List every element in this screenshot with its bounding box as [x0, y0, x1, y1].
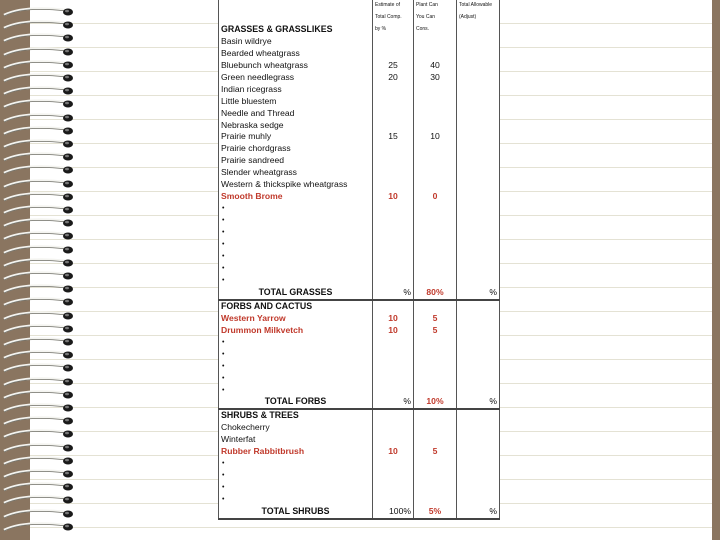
- estimate-cell[interactable]: by %: [373, 24, 414, 36]
- species-cell: Nebraska sedge: [219, 120, 373, 132]
- species-cell: •: [219, 275, 373, 287]
- species-cell: Western Yarrow: [219, 313, 373, 325]
- spiral-ring: [0, 244, 76, 256]
- consume-cell[interactable]: 5%: [414, 506, 457, 519]
- species-cell: •: [219, 349, 373, 361]
- section-title-row: [219, 409, 500, 422]
- adjust-cell[interactable]: [457, 470, 500, 482]
- adjust-cell[interactable]: [457, 251, 500, 263]
- spiral-ring: [0, 204, 76, 216]
- spiral-ring: [0, 481, 76, 493]
- spiral-ring: [0, 508, 76, 520]
- adjust-cell[interactable]: [457, 446, 500, 458]
- estimate-cell[interactable]: [373, 48, 414, 60]
- estimate-cell[interactable]: 10: [373, 191, 414, 203]
- spiral-ring: [0, 164, 76, 176]
- adjust-cell[interactable]: [457, 458, 500, 470]
- consume-cell[interactable]: [414, 361, 457, 373]
- consume-cell[interactable]: 5: [414, 446, 457, 458]
- estimate-cell[interactable]: [373, 300, 414, 313]
- adjust-cell[interactable]: [457, 239, 500, 251]
- estimate-cell[interactable]: [373, 409, 414, 422]
- estimate-cell[interactable]: [373, 120, 414, 132]
- blank-entry-row: [219, 239, 500, 251]
- adjust-cell[interactable]: (Adjust): [457, 12, 500, 24]
- consume-cell[interactable]: [414, 434, 457, 446]
- adjust-cell[interactable]: [457, 385, 500, 397]
- blank-entry-row: [219, 349, 500, 361]
- blank-entry-row: [219, 458, 500, 470]
- header-row: [219, 12, 500, 24]
- spiral-ring: [0, 191, 76, 203]
- species-row: [219, 434, 500, 446]
- adjust-cell[interactable]: [457, 24, 500, 36]
- species-cell: Winterfat: [219, 434, 373, 446]
- blank-entry-row: [219, 373, 500, 385]
- spiral-ring: [0, 468, 76, 480]
- species-row: [219, 108, 500, 120]
- spiral-ring: [0, 98, 76, 110]
- adjust-cell[interactable]: [457, 108, 500, 120]
- total-row: [219, 396, 500, 409]
- adjust-cell[interactable]: [457, 72, 500, 84]
- consume-cell[interactable]: [414, 275, 457, 287]
- consume-cell[interactable]: 10: [414, 131, 457, 143]
- spiral-ring: [0, 442, 76, 454]
- estimate-cell[interactable]: %: [373, 287, 414, 300]
- consume-cell[interactable]: [414, 385, 457, 397]
- species-row: [219, 96, 500, 108]
- species-row: [219, 120, 500, 132]
- consume-cell[interactable]: 0: [414, 191, 457, 203]
- adjust-cell[interactable]: [457, 215, 500, 227]
- species-cell: •: [219, 373, 373, 385]
- adjust-cell[interactable]: [457, 227, 500, 239]
- estimate-cell[interactable]: [373, 36, 414, 48]
- estimate-cell[interactable]: [373, 422, 414, 434]
- spiral-ring: [0, 46, 76, 58]
- consume-cell[interactable]: [414, 337, 457, 349]
- spiral-ring: [0, 494, 76, 506]
- spiral-ring: [0, 178, 76, 190]
- adjust-cell[interactable]: [457, 167, 500, 179]
- adjust-cell[interactable]: [457, 434, 500, 446]
- estimate-cell[interactable]: 15: [373, 131, 414, 143]
- blank-entry-row: [219, 263, 500, 275]
- consume-cell[interactable]: [414, 458, 457, 470]
- species-row: [219, 36, 500, 48]
- blank-entry-row: [219, 215, 500, 227]
- species-row: [219, 422, 500, 434]
- consume-cell[interactable]: [414, 470, 457, 482]
- consume-cell[interactable]: [414, 120, 457, 132]
- spiral-ring: [0, 455, 76, 467]
- consume-cell[interactable]: [414, 251, 457, 263]
- species-cell: •: [219, 385, 373, 397]
- adjust-cell[interactable]: %: [457, 506, 500, 519]
- adjust-cell[interactable]: [457, 494, 500, 506]
- estimate-cell[interactable]: [373, 263, 414, 275]
- spiral-ring: [0, 310, 76, 322]
- species-row: [219, 143, 500, 155]
- blank-entry-row: [219, 337, 500, 349]
- species-cell: •: [219, 203, 373, 215]
- consume-cell[interactable]: 5: [414, 325, 457, 337]
- estimate-cell[interactable]: 25: [373, 60, 414, 72]
- spiral-ring: [0, 230, 76, 242]
- estimate-cell[interactable]: [373, 143, 414, 155]
- adjust-cell[interactable]: [457, 482, 500, 494]
- species-cell: [219, 12, 373, 24]
- consume-cell[interactable]: [414, 215, 457, 227]
- species-cell: Smooth Brome: [219, 191, 373, 203]
- consume-cell[interactable]: [414, 494, 457, 506]
- consume-cell[interactable]: [414, 203, 457, 215]
- adjust-cell[interactable]: %: [457, 396, 500, 409]
- spiral-ring: [0, 72, 76, 84]
- estimate-cell[interactable]: [373, 385, 414, 397]
- consume-cell[interactable]: [414, 84, 457, 96]
- species-row: [219, 48, 500, 60]
- species-cell: TOTAL GRASSES: [219, 287, 373, 300]
- spiral-ring: [0, 217, 76, 229]
- species-row: [219, 446, 500, 458]
- adjust-cell[interactable]: [457, 203, 500, 215]
- blank-entry-row: [219, 227, 500, 239]
- consume-cell[interactable]: You Can: [414, 12, 457, 24]
- adjust-cell[interactable]: [457, 361, 500, 373]
- consume-cell[interactable]: [414, 36, 457, 48]
- spiral-ring: [0, 402, 76, 414]
- estimate-cell[interactable]: [373, 434, 414, 446]
- consume-cell[interactable]: [414, 143, 457, 155]
- species-cell: Chokecherry: [219, 422, 373, 434]
- blank-entry-row: [219, 494, 500, 506]
- estimate-cell[interactable]: 10: [373, 446, 414, 458]
- consume-cell[interactable]: [414, 167, 457, 179]
- species-cell: [219, 0, 373, 12]
- estimate-cell[interactable]: [373, 373, 414, 385]
- spiral-ring: [0, 6, 76, 18]
- spiral-ring: [0, 85, 76, 97]
- species-cell: •: [219, 263, 373, 275]
- species-cell: •: [219, 361, 373, 373]
- adjust-cell[interactable]: [457, 349, 500, 361]
- consume-cell[interactable]: [414, 155, 457, 167]
- estimate-cell[interactable]: [373, 251, 414, 263]
- spiral-ring: [0, 270, 76, 282]
- species-cell: TOTAL FORBS: [219, 396, 373, 409]
- header-row: [219, 24, 500, 36]
- adjust-cell[interactable]: [457, 313, 500, 325]
- estimate-cell[interactable]: [373, 155, 414, 167]
- species-row: [219, 72, 500, 84]
- spiral-ring: [0, 125, 76, 137]
- consume-cell[interactable]: [414, 108, 457, 120]
- total-row: [219, 287, 500, 300]
- spiral-ring: [0, 521, 76, 533]
- species-row: [219, 84, 500, 96]
- spiral-ring: [0, 336, 76, 348]
- blank-entry-row: [219, 385, 500, 397]
- spiral-ring: [0, 151, 76, 163]
- consume-cell[interactable]: 10%: [414, 396, 457, 409]
- species-row: [219, 179, 500, 191]
- species-cell: •: [219, 482, 373, 494]
- blank-entry-row: [219, 251, 500, 263]
- consume-cell[interactable]: Plant Can: [414, 0, 457, 12]
- estimate-cell[interactable]: 20: [373, 72, 414, 84]
- estimate-cell[interactable]: [373, 215, 414, 227]
- consume-cell[interactable]: [414, 96, 457, 108]
- species-cell: TOTAL SHRUBS: [219, 506, 373, 519]
- adjust-cell[interactable]: [457, 48, 500, 60]
- adjust-cell[interactable]: %: [457, 287, 500, 300]
- spiral-ring: [0, 32, 76, 44]
- species-cell: Prairie chordgrass: [219, 143, 373, 155]
- estimate-cell[interactable]: [373, 361, 414, 373]
- species-cell: Green needlegrass: [219, 72, 373, 84]
- estimate-cell[interactable]: [373, 227, 414, 239]
- adjust-cell[interactable]: [457, 179, 500, 191]
- consume-cell[interactable]: [414, 239, 457, 251]
- spiral-ring: [0, 296, 76, 308]
- adjust-cell[interactable]: [457, 36, 500, 48]
- consume-cell[interactable]: [414, 349, 457, 361]
- blank-entry-row: [219, 275, 500, 287]
- estimate-cell[interactable]: [373, 167, 414, 179]
- consume-cell[interactable]: [414, 48, 457, 60]
- estimate-cell[interactable]: [373, 203, 414, 215]
- species-cell: Slender wheatgrass: [219, 167, 373, 179]
- estimate-cell[interactable]: Total Comp.: [373, 12, 414, 24]
- consume-cell[interactable]: 40: [414, 60, 457, 72]
- species-cell: GRASSES & GRASSLIKES: [219, 24, 373, 36]
- consume-cell[interactable]: [414, 373, 457, 385]
- adjust-cell[interactable]: [457, 373, 500, 385]
- spiral-ring: [0, 112, 76, 124]
- species-row: [219, 191, 500, 203]
- species-cell: Basin wildrye: [219, 36, 373, 48]
- estimate-cell[interactable]: [373, 349, 414, 361]
- adjust-cell[interactable]: [457, 191, 500, 203]
- species-cell: •: [219, 227, 373, 239]
- estimate-cell[interactable]: [373, 96, 414, 108]
- estimate-cell[interactable]: [373, 337, 414, 349]
- spiral-ring: [0, 428, 76, 440]
- adjust-cell[interactable]: [457, 84, 500, 96]
- adjust-cell[interactable]: [457, 409, 500, 422]
- estimate-cell[interactable]: [373, 275, 414, 287]
- species-cell: Bearded wheatgrass: [219, 48, 373, 60]
- blank-entry-row: [219, 203, 500, 215]
- blank-entry-row: [219, 482, 500, 494]
- estimate-cell[interactable]: [373, 239, 414, 251]
- adjust-cell[interactable]: [457, 337, 500, 349]
- consume-cell[interactable]: 30: [414, 72, 457, 84]
- species-cell: •: [219, 337, 373, 349]
- spiral-ring: [0, 283, 76, 295]
- species-cell: Little bluestem: [219, 96, 373, 108]
- species-cell: Bluebunch wheatgrass: [219, 60, 373, 72]
- species-cell: •: [219, 239, 373, 251]
- adjust-cell[interactable]: [457, 120, 500, 132]
- species-cell: Needle and Thread: [219, 108, 373, 120]
- species-cell: Rubber Rabbitbrush: [219, 446, 373, 458]
- spiral-ring: [0, 376, 76, 388]
- blank-entry-row: [219, 361, 500, 373]
- species-cell: •: [219, 458, 373, 470]
- spiral-ring: [0, 349, 76, 361]
- estimate-cell[interactable]: [373, 179, 414, 191]
- species-cell: Indian ricegrass: [219, 84, 373, 96]
- spiral-ring: [0, 389, 76, 401]
- spiral-ring: [0, 138, 76, 150]
- species-cell: Prairie sandreed: [219, 155, 373, 167]
- adjust-cell[interactable]: [457, 325, 500, 337]
- estimate-cell[interactable]: 10: [373, 325, 414, 337]
- header-row: [219, 0, 500, 12]
- adjust-cell[interactable]: [457, 263, 500, 275]
- estimate-cell[interactable]: [373, 482, 414, 494]
- adjust-cell[interactable]: [457, 422, 500, 434]
- adjust-cell[interactable]: Total Allowable: [457, 0, 500, 12]
- adjust-cell[interactable]: [457, 143, 500, 155]
- species-cell: Western & thickspike wheatgrass: [219, 179, 373, 191]
- species-row: [219, 60, 500, 72]
- estimate-cell[interactable]: 10: [373, 313, 414, 325]
- estimate-cell[interactable]: 100%: [373, 506, 414, 519]
- adjust-cell[interactable]: [457, 131, 500, 143]
- consume-cell[interactable]: [414, 409, 457, 422]
- species-row: [219, 131, 500, 143]
- adjust-cell[interactable]: [457, 275, 500, 287]
- consume-cell[interactable]: [414, 179, 457, 191]
- adjust-cell[interactable]: [457, 60, 500, 72]
- spiral-ring: [0, 362, 76, 374]
- species-cell: Prairie muhly: [219, 131, 373, 143]
- consume-cell[interactable]: [414, 300, 457, 313]
- consume-cell[interactable]: 80%: [414, 287, 457, 300]
- spiral-ring: [0, 19, 76, 31]
- estimate-cell[interactable]: [373, 108, 414, 120]
- section-title-row: [219, 300, 500, 313]
- estimate-cell[interactable]: [373, 494, 414, 506]
- adjust-cell[interactable]: [457, 96, 500, 108]
- species-cell: •: [219, 494, 373, 506]
- spiral-ring: [0, 323, 76, 335]
- species-row: [219, 325, 500, 337]
- range-inventory-worksheet: [218, 0, 500, 520]
- species-row: [219, 155, 500, 167]
- consume-cell[interactable]: [414, 482, 457, 494]
- blank-entry-row: [219, 470, 500, 482]
- estimate-cell[interactable]: [373, 458, 414, 470]
- spiral-ring: [0, 59, 76, 71]
- consume-cell[interactable]: Cons.: [414, 24, 457, 36]
- species-cell: •: [219, 470, 373, 482]
- estimate-cell[interactable]: Estimate of: [373, 0, 414, 12]
- spiral-ring: [0, 257, 76, 269]
- species-cell: SHRUBS & TREES: [219, 409, 373, 422]
- species-row: [219, 313, 500, 325]
- total-row: [219, 506, 500, 519]
- species-cell: Drummon Milkvetch: [219, 325, 373, 337]
- species-row: [219, 167, 500, 179]
- estimate-cell[interactable]: %: [373, 396, 414, 409]
- spiral-ring: [0, 415, 76, 427]
- estimate-cell[interactable]: [373, 84, 414, 96]
- adjust-cell[interactable]: [457, 300, 500, 313]
- estimate-cell[interactable]: [373, 470, 414, 482]
- consume-cell[interactable]: [414, 263, 457, 275]
- adjust-cell[interactable]: [457, 155, 500, 167]
- species-cell: FORBS AND CACTUS: [219, 300, 373, 313]
- species-cell: •: [219, 251, 373, 263]
- consume-cell[interactable]: 5: [414, 313, 457, 325]
- species-cell: •: [219, 215, 373, 227]
- consume-cell[interactable]: [414, 227, 457, 239]
- consume-cell[interactable]: [414, 422, 457, 434]
